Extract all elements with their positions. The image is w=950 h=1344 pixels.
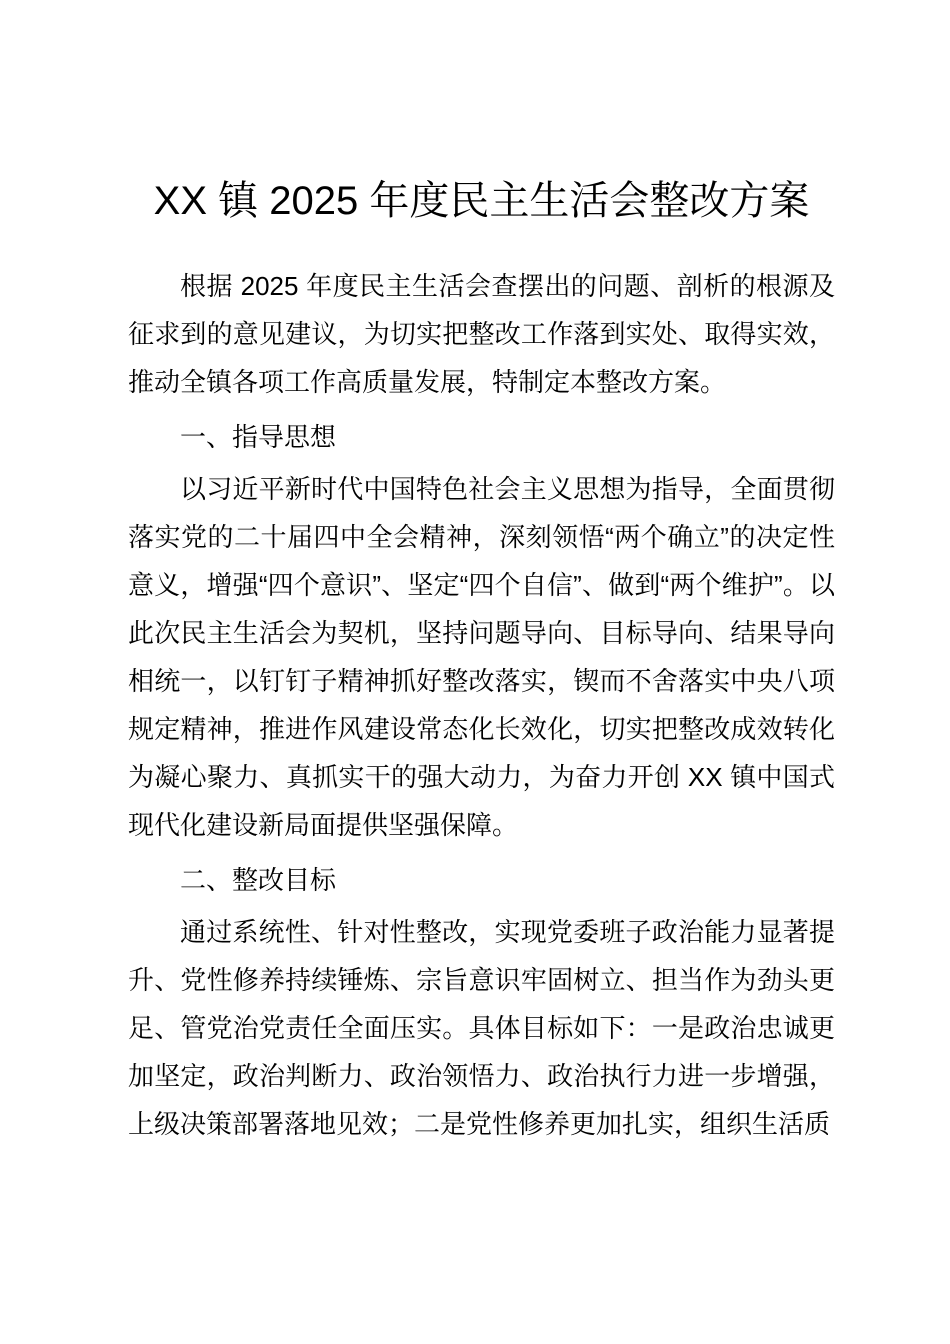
section-heading-rectification-goals: 二、整改目标 [180,865,337,895]
document-title: XX 镇 2025 年度民主生活会整改方案 [153,179,810,223]
paragraph-guiding-ideology: 以习近平新时代中国特色社会主义思想为指导，全面贯彻落实党的二十届四中全会精神，深刻领悟“两个确立”的决定性意义，增强“四个意识”、坚定“四个自信”、做到“两个维护”。以此次民主生活会为契机，坚持问题导向、目标导向、结果导向相统一，以钉钉子精神抓好整改落实，锲而不舍落实中央八项规定精神，推进作风建设常态化长效化，切实把整改成效转化为凝心聚力、真抓实干的强大动力，为奋力开创 XX 镇中国式现代化建设新局面提供坚强保障。 [128,474,835,840]
paragraph-rectification-goals: 通过系统性、针对性整改，实现党委班子政治能力显著提升、党性修养持续锤炼、宗旨意识牢固树立、担当作为劲头更足、管党治党责任全面压实。具体目标如下：一是政治忠诚更加坚定，政治判断力、政治领悟力、政治执行力进一步增强，上级决策部署落地见效；二是党性修养更加扎实，组织生活质 [128,917,835,1139]
section-heading-guiding-ideology: 一、指导思想 [180,422,337,452]
paragraph-intro: 根据 2025 年度民主生活会查摆出的问题、剖析的根源及征求到的意见建议，为切实把整改工作落到实处、取得实效，推动全镇各项工作高质量发展，特制定本整改方案。 [128,271,835,397]
